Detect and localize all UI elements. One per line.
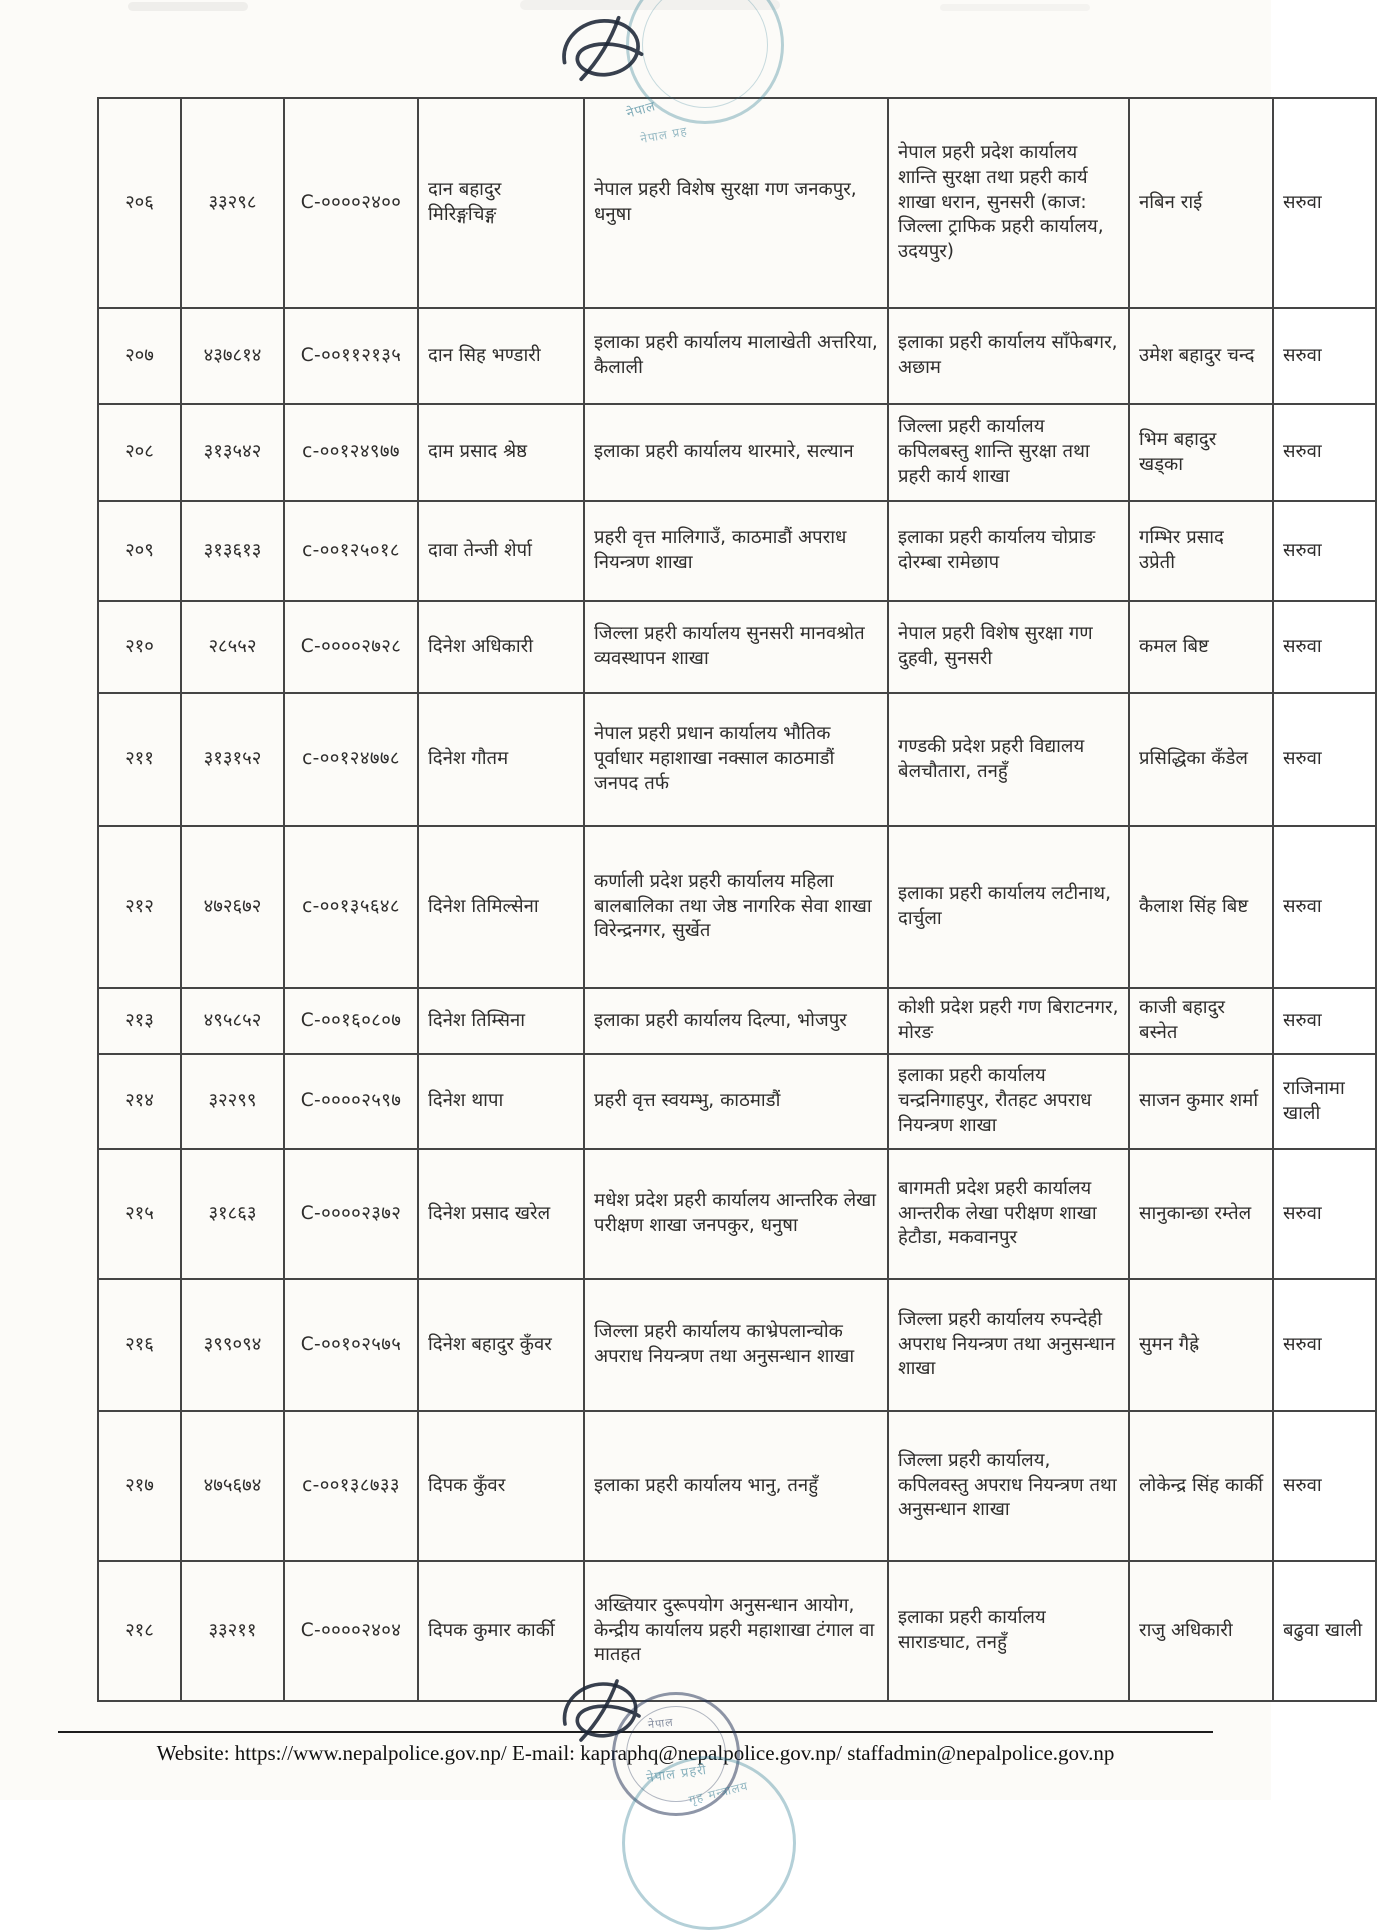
cell-replacement: कैलाश सिंह बिष्ट: [1129, 826, 1273, 988]
signature-scribble-bottom: [548, 1676, 654, 1746]
cell-replacement: सुमन गैह्रे: [1129, 1279, 1273, 1411]
cell-name: दान सिह भण्डारी: [418, 308, 584, 404]
footer-contact-line: Website: https://www.nepalpolice.gov.np/ E-mail: kapraphq@nepalpolice.gov.np/ staffadmin@nepalpolice.gov.np: [156, 1741, 1115, 1765]
cell-new_office: इलाका प्रहरी कार्यालय चन्द्रनिगाहपुर, रौतहट अपराध नियन्त्रण शाखा: [888, 1054, 1129, 1149]
cell-new_office: गण्डकी प्रदेश प्रहरी विद्यालय बेलचौतारा, तनहुँ: [888, 693, 1129, 826]
cell-code_no: C-००००२४०४: [284, 1561, 418, 1701]
cell-replacement: लोकेन्द्र सिंह कार्की: [1129, 1411, 1273, 1561]
cell-replacement: सानुकान्छा रम्तेल: [1129, 1149, 1273, 1279]
cell-badge_no: ४७२६७२: [181, 826, 284, 988]
cell-badge_no: ३१३५४२: [181, 404, 284, 501]
scan-smudge: [128, 2, 248, 11]
cell-new_office: इलाका प्रहरी कार्यालय लटीनाथ, दार्चुला: [888, 826, 1129, 988]
round-office-stamp-bottom-edge: [622, 1756, 796, 1930]
cell-remark: राजिनामा खाली: [1273, 1054, 1376, 1149]
cell-name: दान बहादुर मिरिङ्गचिङ्ग: [418, 98, 584, 308]
cell-new_office: इलाका प्रहरी कार्यालय चोप्राङ दोरम्बा रामेछाप: [888, 501, 1129, 601]
table-row: [98, 308, 1376, 404]
cell-remark: सरुवा: [1273, 601, 1376, 693]
table-row: [98, 826, 1376, 988]
cell-new_office: नेपाल प्रहरी विशेष सुरक्षा गण दुहवी, सुनसरी: [888, 601, 1129, 693]
stamp-text-fragment: गृह मन्त्रालय: [687, 1778, 750, 1808]
stamp-text-fragment: नेपाल प्रह: [639, 123, 689, 147]
cell-sn: २०७: [98, 308, 181, 404]
cell-code_no: C-००००२३७२: [284, 1149, 418, 1279]
cell-badge_no: ३३२९८: [181, 98, 284, 308]
table-row: [98, 1149, 1376, 1279]
cell-current_office: कर्णाली प्रदेश प्रहरी कार्यालय महिला बालबालिका तथा जेष्ठ नागरिक सेवा शाखा विरेन्द्रनगर, सुर्खेत: [584, 826, 888, 988]
cell-remark: सरुवा: [1273, 693, 1376, 826]
cell-name: दिनेश गौतम: [418, 693, 584, 826]
cell-sn: २१०: [98, 601, 181, 693]
table-row: [98, 1054, 1376, 1149]
cell-replacement: भिम बहादुर खड्का: [1129, 404, 1273, 501]
cell-badge_no: ४९५८५२: [181, 988, 284, 1054]
cell-code_no: c-००१३८७३३: [284, 1411, 418, 1561]
cell-current_office: इलाका प्रहरी कार्यालय मालाखेती अत्तरिया, कैलाली: [584, 308, 888, 404]
cell-badge_no: ३९९०९४: [181, 1279, 284, 1411]
table-row: [98, 693, 1376, 826]
cell-remark: सरुवा: [1273, 826, 1376, 988]
cell-current_office: नेपाल प्रहरी प्रधान कार्यालय भौतिक पूर्वाधार महाशाखा नक्साल काठमाडौं जनपद तर्फ: [584, 693, 888, 826]
cell-remark: सरुवा: [1273, 501, 1376, 601]
cell-new_office: कोशी प्रदेश प्रहरी गण बिराटनगर, मोरङ: [888, 988, 1129, 1054]
table-row: [98, 501, 1376, 601]
cell-remark: सरुवा: [1273, 1411, 1376, 1561]
table-row: [98, 601, 1376, 693]
cell-code_no: c-००१२४९७७: [284, 404, 418, 501]
cell-replacement: काजी बहादुर बस्नेत: [1129, 988, 1273, 1054]
cell-name: दावा तेन्जी शेर्पा: [418, 501, 584, 601]
cell-sn: २१५: [98, 1149, 181, 1279]
signature-scribble-top: [550, 12, 654, 86]
cell-name: दिनेश अधिकारी: [418, 601, 584, 693]
cell-replacement: उमेश बहादुर चन्द: [1129, 308, 1273, 404]
cell-remark: सरुवा: [1273, 1279, 1376, 1411]
cell-replacement: राजु अधिकारी: [1129, 1561, 1273, 1701]
stamp-text-fragment: नेपाल प्रहरी: [645, 1762, 708, 1787]
cell-name: दिपक कुँवर: [418, 1411, 584, 1561]
cell-code_no: c-००१३५६४८: [284, 826, 418, 988]
cell-code_no: C-००१०२५७५: [284, 1279, 418, 1411]
table-row: [98, 1561, 1376, 1701]
cell-new_office: इलाका प्रहरी कार्यालय साँफेबगर, अछाम: [888, 308, 1129, 404]
cell-current_office: मधेश प्रदेश प्रहरी कार्यालय आन्तरिक लेखा परीक्षण शाखा जनपकुर, धनुषा: [584, 1149, 888, 1279]
cell-remark: सरुवा: [1273, 308, 1376, 404]
cell-badge_no: ४३७८१४: [181, 308, 284, 404]
table-row: [98, 988, 1376, 1054]
cell-name: दिनेश तिमिल्सेना: [418, 826, 584, 988]
cell-current_office: अख्तियार दुरूपयोग अनुसन्धान आयोग, केन्द्रीय कार्यालय प्रहरी महाशाखा टंगाल वा मातहत: [584, 1561, 888, 1701]
cell-code_no: C-००००२७२८: [284, 601, 418, 693]
cell-name: दिपक कुमार कार्की: [418, 1561, 584, 1701]
cell-badge_no: ३१८६३: [181, 1149, 284, 1279]
cell-remark: सरुवा: [1273, 98, 1376, 308]
cell-badge_no: ४७५६७४: [181, 1411, 284, 1561]
table-row: [98, 98, 1376, 308]
cell-badge_no: ३१३१५२: [181, 693, 284, 826]
transfer-table-body: [98, 98, 1376, 1701]
cell-sn: २१४: [98, 1054, 181, 1149]
cell-new_office: नेपाल प्रहरी प्रदेश कार्यालय शान्ति सुरक्षा तथा प्रहरी कार्य शाखा धरान, सुनसरी (काज: जिल्ला ट्राफिक प्रहरी कार्यालय, उदयपुर): [888, 98, 1129, 308]
table-row: [98, 1279, 1376, 1411]
cell-new_office: जिल्ला प्रहरी कार्यालय, कपिलवस्तु अपराध नियन्त्रण तथा अनुसन्धान शाखा: [888, 1411, 1129, 1561]
cell-replacement: गम्भिर प्रसाद उप्रेती: [1129, 501, 1273, 601]
cell-current_office: इलाका प्रहरी कार्यालय दिल्पा, भोजपुर: [584, 988, 888, 1054]
cell-name: दाम प्रसाद श्रेष्ठ: [418, 404, 584, 501]
cell-new_office: इलाका प्रहरी कार्यालय साराङघाट, तनहुँ: [888, 1561, 1129, 1701]
cell-sn: २०६: [98, 98, 181, 308]
cell-current_office: इलाका प्रहरी कार्यालय भानु, तनहुँ: [584, 1411, 888, 1561]
cell-name: दिनेश तिम्सिना: [418, 988, 584, 1054]
cell-code_no: C-००००२४००: [284, 98, 418, 308]
cell-sn: २१२: [98, 826, 181, 988]
cell-sn: २१६: [98, 1279, 181, 1411]
cell-replacement: साजन कुमार शर्मा: [1129, 1054, 1273, 1149]
scan-smudge: [940, 4, 1090, 11]
cell-current_office: जिल्ला प्रहरी कार्यालय सुनसरी मानवश्रोत व्यवस्थापन शाखा: [584, 601, 888, 693]
cell-remark: बढुवा खाली: [1273, 1561, 1376, 1701]
cell-new_office: जिल्ला प्रहरी कार्यालय कपिलबस्तु शान्ति सुरक्षा तथा प्रहरी कार्य शाखा: [888, 404, 1129, 501]
scan-smudge: [520, 0, 780, 10]
cell-code_no: C-००१६०८०७: [284, 988, 418, 1054]
cell-sn: २११: [98, 693, 181, 826]
cell-current_office: प्रहरी वृत्त मालिगाउँ, काठमाडौं अपराध नियन्त्रण शाखा: [584, 501, 888, 601]
cell-remark: सरुवा: [1273, 988, 1376, 1054]
cell-replacement: नबिन राई: [1129, 98, 1273, 308]
table-row: [98, 404, 1376, 501]
cell-replacement: कमल बिष्ट: [1129, 601, 1273, 693]
cell-code_no: c-००१२४७७८: [284, 693, 418, 826]
cell-remark: सरुवा: [1273, 404, 1376, 501]
cell-name: दिनेश प्रसाद खरेल: [418, 1149, 584, 1279]
cell-current_office: प्रहरी वृत्त स्वयम्भु, काठमाडौं: [584, 1054, 888, 1149]
stamp-text-fragment: नेपाल: [624, 99, 658, 122]
cell-sn: २०९: [98, 501, 181, 601]
cell-code_no: C-००००२५९७: [284, 1054, 418, 1149]
cell-replacement: प्रसिद्धिका कँडेल: [1129, 693, 1273, 826]
stamp-text-fragment: नेपाल: [647, 1715, 675, 1732]
cell-sn: २१३: [98, 988, 181, 1054]
cell-name: दिनेश बहादुर कुँवर: [418, 1279, 584, 1411]
cell-new_office: बागमती प्रदेश प्रहरी कार्यालय आन्तरीक लेखा परीक्षण शाखा हेटौडा, मकवानपुर: [888, 1149, 1129, 1279]
cell-code_no: c-००१२५०१८: [284, 501, 418, 601]
cell-remark: सरुवा: [1273, 1149, 1376, 1279]
cell-code_no: C-००११२१३५: [284, 308, 418, 404]
cell-name: दिनेश थापा: [418, 1054, 584, 1149]
cell-current_office: नेपाल प्रहरी विशेष सुरक्षा गण जनकपुर, धनुषा: [584, 98, 888, 308]
table-row: [98, 1411, 1376, 1561]
cell-current_office: जिल्ला प्रहरी कार्यालय काभ्रेपलान्चोक अपराध नियन्त्रण तथा अनुसन्धान शाखा: [584, 1279, 888, 1411]
cell-sn: २०८: [98, 404, 181, 501]
cell-current_office: इलाका प्रहरी कार्यालय थारमारे, सल्यान: [584, 404, 888, 501]
cell-sn: २१७: [98, 1411, 181, 1561]
cell-sn: २१८: [98, 1561, 181, 1701]
cell-badge_no: ३१३६१३: [181, 501, 284, 601]
cell-new_office: जिल्ला प्रहरी कार्यालय रुपन्देही अपराध नियन्त्रण तथा अनुसन्धान शाखा: [888, 1279, 1129, 1411]
cell-badge_no: २८५५२: [181, 601, 284, 693]
cell-badge_no: ३२२९९: [181, 1054, 284, 1149]
cell-badge_no: ३३२११: [181, 1561, 284, 1701]
police-transfer-table: [97, 97, 1377, 1702]
